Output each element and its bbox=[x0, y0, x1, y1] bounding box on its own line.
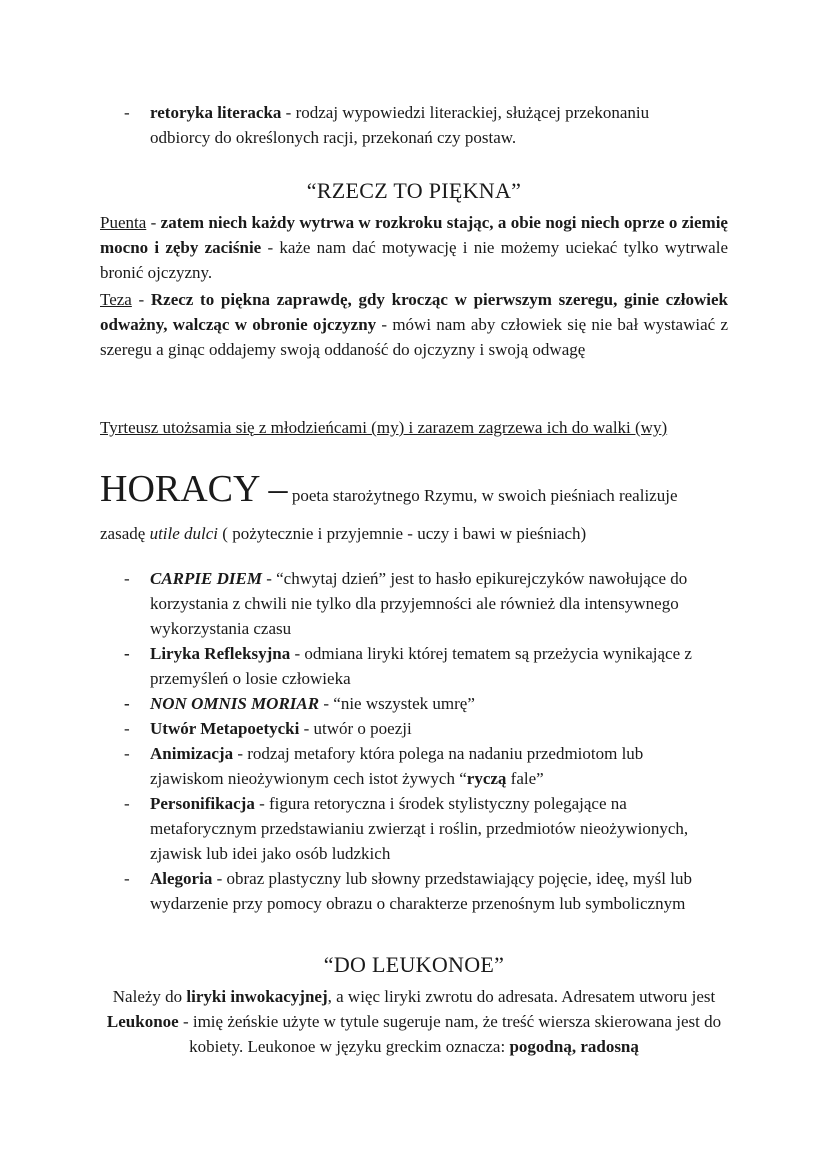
bullet-non-omnis-moriar bbox=[100, 691, 730, 716]
dash: - bbox=[124, 644, 130, 663]
heading-do-leukonoe: “DO LEUKONOE” bbox=[323, 952, 505, 977]
teza-label: Teza bbox=[100, 290, 132, 309]
text: - imię żeńskie użyte w tytule sugeruje nam, że treść wiersza skierowana jest do kobiety. Leukonoe w języku greckim oznacza: bbox=[178, 1012, 722, 1056]
horacy-desc-2: ( pożytecznie i przyjemnie - uczy i bawi w pieśniach) bbox=[218, 524, 587, 543]
term: CARPIE DIEM bbox=[150, 569, 262, 588]
term: Utwór Metapoetycki bbox=[150, 719, 300, 738]
bullet-utwor-metapoetycki bbox=[100, 716, 730, 741]
definition: - odmiana liryki której tematem są przeżycia wynikające z przemyśleń o losie człowieka bbox=[150, 644, 692, 688]
definition: - “chwytaj dzień” jest to hasło epikurejczyków nawołujące do korzystania z chwili nie tylko dla przyjemności ale również dla intensywnego wykorzystania czasu bbox=[150, 569, 688, 638]
bold-term: liryki inwokacyjnej bbox=[186, 987, 328, 1006]
dash: - bbox=[124, 794, 130, 813]
definition: - utwór o poezji bbox=[299, 719, 412, 738]
term: NON OMNIS MORIAR bbox=[150, 694, 320, 713]
bold-term: pogodną, radosną bbox=[509, 1037, 639, 1056]
bullet-animizacja bbox=[100, 741, 730, 791]
term: Personifikacja bbox=[150, 794, 255, 813]
text: , a więc liryki zwrotu do adresata. Adresatem utworu jest bbox=[327, 987, 716, 1006]
definition-end: fale” bbox=[506, 769, 544, 788]
bold-term: Leukonoe bbox=[106, 1012, 179, 1031]
definition: - rodzaj wypowiedzi literackiej, służącej przekonaniu odbiorcy do określonych racji, przekonań czy postaw. bbox=[150, 103, 650, 147]
dash: - bbox=[124, 744, 130, 763]
term: Alegoria bbox=[150, 869, 213, 888]
definition: - rodzaj metafory która polega na nadaniu przedmiotom lub zjawiskom nieożywionym cech istot żywych “ bbox=[150, 744, 644, 788]
term: Liryka Refleksyjna bbox=[150, 644, 291, 663]
term: Animizacja bbox=[150, 744, 234, 763]
definition: - obraz plastyczny lub słowny przedstawiający pojęcie, ideę, myśl lub wydarzenie przy pomocy obrazu o charakterze przenośnym lub symbolicznym bbox=[150, 869, 692, 913]
separator: - bbox=[131, 290, 151, 309]
teza-text: - mówi nam aby człowiek się nie bał wystawiać z szeregu a ginąc oddajemy swoją oddaność do ojczyzny i swoją odwagę bbox=[100, 315, 728, 359]
bullet-carpie-diem bbox=[100, 566, 730, 641]
horacy-desc: poeta starożytnego Rzymu, w swoich pieśniach realizuje zasadę bbox=[100, 486, 678, 543]
heading-rzecz-to-piekna: “RZECZ TO PIĘKNA” bbox=[306, 178, 522, 203]
dash: - bbox=[124, 569, 130, 588]
puenta-text: - każe nam dać motywację i nie możemy uciekać tylko wytrwale bronić ojczyzny. bbox=[100, 238, 728, 282]
separator: - bbox=[146, 213, 161, 232]
bullet-alegoria bbox=[100, 866, 730, 916]
bullet-retoryka bbox=[100, 100, 730, 150]
puenta-paragraph bbox=[100, 210, 728, 285]
bullet-liryka-refleksyjna bbox=[100, 641, 730, 691]
dash: - bbox=[124, 103, 130, 122]
dash: - bbox=[124, 869, 130, 888]
leukonoe-paragraph bbox=[100, 984, 728, 1059]
puenta-label: Puenta bbox=[100, 213, 147, 232]
utile-dulci: utile dulci bbox=[149, 524, 219, 543]
bold-inline: ryczą bbox=[466, 769, 507, 788]
text: Należy do bbox=[112, 987, 187, 1006]
bullet-personifikacja bbox=[100, 791, 730, 866]
teza-quote: Rzecz to piękna zaprawdę, gdy krocząc w pierwszym szeregu, ginie człowiek odważny, walcząc w obronie ojczyzny bbox=[100, 290, 728, 334]
definition: - figura retoryczna i środek stylistyczny polegające na metaforycznym przedstawianiu zwierząt i roślin, przedmiotów nieożywionych, zjawisk lub idei jako osób ludzkich bbox=[150, 794, 689, 863]
teza-paragraph bbox=[100, 287, 728, 362]
horacy-intro bbox=[100, 470, 710, 553]
term: retoryka literacka bbox=[150, 103, 282, 122]
dash: - bbox=[124, 719, 130, 738]
definition: - “nie wszystek umrę” bbox=[319, 694, 475, 713]
puenta-quote: zatem niech każdy wytrwa w rozkroku stając, a obie nogi niech oprze o ziemię mocno i zęby zaciśnie bbox=[100, 213, 728, 257]
horacy-heading: HORACY – bbox=[100, 468, 288, 510]
tyrteusz-note: Tyrteusz utożsamia się z młodzieńcami (my) i zarazem zagrzewa ich do walki (wy) bbox=[100, 418, 668, 437]
dash: - bbox=[124, 694, 130, 713]
